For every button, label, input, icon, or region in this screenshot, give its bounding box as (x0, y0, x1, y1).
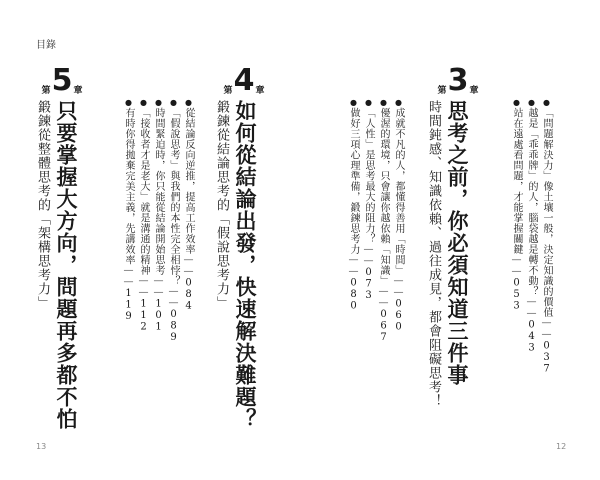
chapter-suffix: 章 (469, 86, 479, 96)
chapter-5-number: 5 (51, 63, 73, 98)
chapter-5-title: 只要掌握大方向，問題再多都不怕 (54, 100, 79, 430)
chapter-prefix: 第 (41, 86, 51, 96)
toc-entry-page: 037 (541, 340, 552, 375)
chapter-3-heading (436, 63, 480, 98)
chapter-4-subtitle: 鍛鍊從結論思考的「假說思考力」 (214, 100, 229, 310)
chapter-prefix: 第 (437, 86, 447, 96)
toc-entry-text: 「問題解決力」像土壤一般，決定知識的價值 (541, 107, 552, 318)
toc-entry-text: 「接收者才是老大」就是溝通的精神 (138, 107, 149, 276)
toc-entry[interactable]: ●從結論反向逆推，提高工作效率——084 (183, 98, 194, 312)
page-number-left: 13 (36, 442, 47, 451)
bullet: ● (184, 98, 193, 108)
toc-entry-page: 101 (153, 298, 164, 333)
toc-entry-text: 成就不凡的人，都懂得善用「時間」 (393, 107, 404, 276)
toc-entry-page: 060 (393, 298, 404, 333)
toc-entry[interactable]: ●「問題解決力」像土壤一般，決定知識的價值——037 (541, 98, 552, 375)
chapter-4-title: 如何從結論出發，快速解決難題？ (233, 100, 258, 430)
toc-label: 目錄 (36, 40, 56, 51)
toc-entry-text: 站在遠處看問題，才能掌握關鍵 (511, 107, 522, 255)
bullet: ● (394, 98, 403, 108)
chapter-5-subtitle: 鍛鍊從整體思考的「架構思考力」 (35, 100, 50, 310)
toc-entry-text: 越是「乖乖牌」的人，腦袋越是轉不動？ (526, 107, 537, 297)
chapter-3-number: 3 (447, 63, 469, 98)
toc-entry-page: 112 (138, 298, 149, 333)
toc-entry-text: 「人性」是思考最大的阻力？ (363, 107, 374, 244)
toc-entry-page: 089 (168, 309, 179, 344)
bullet: ● (512, 98, 521, 108)
toc-entry[interactable]: ●站在遠處看問題，才能掌握關鍵——053 (511, 98, 522, 312)
toc-entry[interactable]: ●「假說思考」與我們的本性完全相悖？——089 (168, 98, 179, 344)
chapter-4-number: 4 (233, 63, 255, 98)
toc-entry-page: 067 (378, 309, 389, 344)
chapter-4-heading (222, 63, 266, 98)
toc-entry-text: 從結論反向逆推，提高工作效率 (183, 107, 194, 255)
toc-entry-page: 073 (363, 267, 374, 302)
toc-entry-text: 優渥的環境，只會讓你越依賴「知識」 (378, 107, 389, 286)
toc-entry-page: 053 (511, 277, 522, 312)
bullet: ● (379, 98, 388, 108)
toc-entry[interactable]: ●「接收者才是老大」就是溝通的精神——112 (138, 98, 149, 333)
toc-entry-text: 「假說思考」與我們的本性完全相悖？ (168, 107, 179, 286)
bullet: ● (542, 98, 551, 108)
bullet: ● (124, 98, 133, 108)
chapter-3-title: 思考之前，你必須知道三件事 (445, 100, 470, 386)
chapter-suffix: 章 (73, 86, 83, 96)
toc-entry-page: 080 (348, 277, 359, 312)
toc-entry-text: 做好三項心理準備，鍛鍊思考力 (348, 107, 359, 255)
toc-entry[interactable]: ●時間緊迫時，你只能從結論開始思考——101 (153, 98, 164, 333)
toc-entry-page: 119 (123, 288, 134, 323)
toc-entry-page: 043 (526, 319, 537, 354)
bullet: ● (139, 98, 148, 108)
bullet: ● (154, 98, 163, 108)
toc-entry-text: 有時你得拋棄完美主義，先講效率 (123, 107, 134, 265)
chapter-5-heading (40, 63, 84, 98)
chapter-suffix: 章 (255, 86, 265, 96)
bullet: ● (349, 98, 358, 108)
toc-entry[interactable]: ●優渥的環境，只會讓你越依賴「知識」——067 (378, 98, 389, 344)
bullet: ● (527, 98, 536, 108)
toc-entry-page: 084 (183, 277, 194, 312)
page-number-right: 12 (556, 442, 567, 451)
toc-entry-text: 時間緊迫時，你只能從結論開始思考 (153, 107, 164, 276)
toc-entry[interactable]: ●「人性」是思考最大的阻力？——073 (363, 98, 374, 302)
toc-entry[interactable]: ●有時你得拋棄完美主義，先講效率——119 (123, 98, 134, 323)
chapter-3-subtitle: 時間鈍感、知識依賴、過往成見，都會阻礙思考！ (426, 100, 441, 408)
toc-entry[interactable]: ●成就不凡的人，都懂得善用「時間」——060 (393, 98, 404, 333)
bullet: ● (169, 98, 178, 108)
bullet: ● (364, 98, 373, 108)
chapter-prefix: 第 (223, 86, 233, 96)
toc-entry[interactable]: ●做好三項心理準備，鍛鍊思考力——080 (348, 98, 359, 312)
toc-entry[interactable]: ●越是「乖乖牌」的人，腦袋越是轉不動？——043 (526, 98, 537, 354)
